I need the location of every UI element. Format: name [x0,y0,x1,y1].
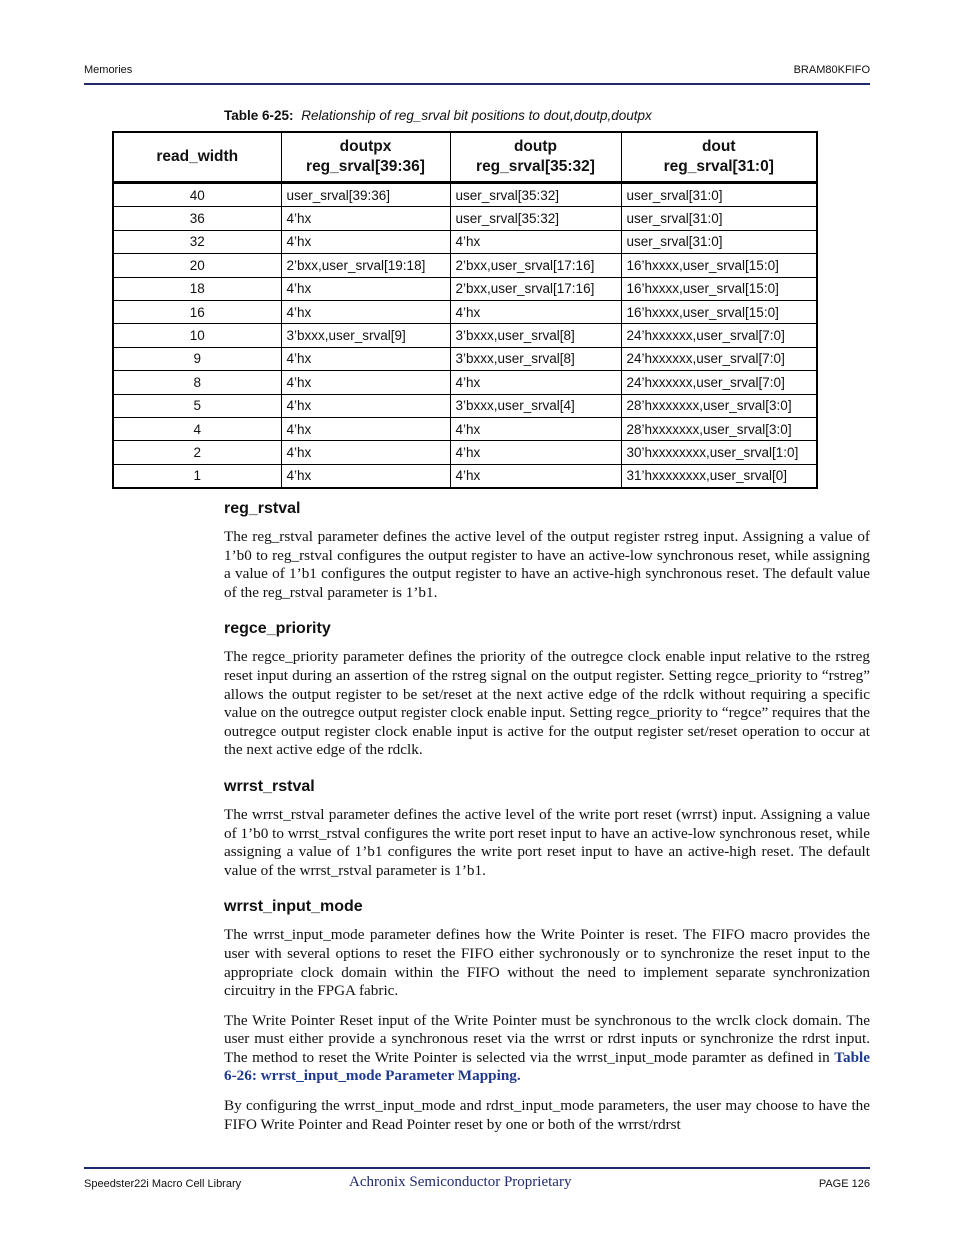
table-cell: 24’hxxxxxx,user_srval[7:0] [621,347,817,370]
table-cell: 16 [113,300,281,323]
table-cell: 4’hx [281,371,450,394]
table-cell: 4’hx [281,394,450,417]
table-cell: 32 [113,230,281,253]
table-body [113,183,817,489]
table-cell: 4’hx [281,441,450,464]
table-cell: 3’bxxx,user_srval[4] [450,394,621,417]
section-heading-wrrst-input-mode: wrrst_input_mode [224,898,363,916]
table-cell: 4’hx [450,371,621,394]
table-cell: 4’hx [450,230,621,253]
table-header-row [113,132,817,183]
table-cell: user_srval[39:36] [281,183,450,207]
table-row [113,300,817,323]
table-cell: 4’hx [281,207,450,230]
table-cell: 3’bxxx,user_srval[8] [450,347,621,370]
table-cell: 40 [113,183,281,207]
table-cell: 24’hxxxxxx,user_srval[7:0] [621,371,817,394]
footer-rule [84,1167,870,1169]
table-cell: user_srval[35:32] [450,207,621,230]
table-cell: 2’bxx,user_srval[17:16] [450,254,621,277]
table-cell: 4 [113,417,281,440]
footer-page-number: PAGE 126 [818,1178,870,1190]
table-cell: 20 [113,254,281,277]
paragraph: The wrrst_rstval parameter defines the active level of the write port reset (wrrst) input. Assigning a value of 1’b0 to wrrst_rstval configures the write port reset input to have an active-low synchronous reset, while assigning a value of 1’b1 configures the write port reset input to have an active-high reset. The default value of the wrrst_rstval parameter is 1’b1. [224,805,870,879]
table-cell: 10 [113,324,281,347]
table-cell: 16’hxxxx,user_srval[15:0] [621,254,817,277]
table-cell: user_srval[31:0] [621,183,817,207]
table-6-26-link[interactable]: Table 6-26: wrrst_input_mode Parameter Mapping. [224,1048,870,1085]
table-row [113,371,817,394]
table-cell: 1 [113,464,281,488]
table-cell: user_srval[35:32] [450,183,621,207]
page-footer [84,1173,870,1195]
section-heading-regce-priority: regce_priority [224,620,331,638]
table-cell: 5 [113,394,281,417]
table-cell: 3’bxxx,user_srval[9] [281,324,450,347]
table-row [113,324,817,347]
paragraph: The regce_priority parameter defines the priority of the outregce clock enable input relative to the rstreg reset input during an assertion of the rstreg signal on the output register. Setting regce_priority to “rstreg” allows the output register to be set/reset at the next active edge of the rdclk without requiring a specific value on the outregce output register clock enable input. Setting regce_priority to “regce” requires that the outregce output register clock enable input is active for the output register set/reset operation to occur at the next active edge of the rdclk. [224,648,870,759]
header-doc-name: BRAM80KFIFO [793,64,870,76]
table-row [113,183,817,207]
header-section-title: Memories [84,64,133,76]
section-heading-wrrst-rstval: wrrst_rstval [224,777,315,795]
table-cell: user_srval[31:0] [621,207,817,230]
table-cell: 4’hx [281,347,450,370]
column-header: read_width [113,132,281,183]
table-cell: 4’hx [450,417,621,440]
table-cell: 2’bxx,user_srval[19:18] [281,254,450,277]
table-cell: 4’hx [281,230,450,253]
table-cell: 24’hxxxxxx,user_srval[7:0] [621,324,817,347]
table-cell: 31’hxxxxxxxx,user_srval[0] [621,464,817,488]
table-cell: 4’hx [450,300,621,323]
table-row [113,441,817,464]
column-header: doutp reg_srval[35:32] [450,132,621,183]
paragraph: The Write Pointer Reset input of the Write Pointer must be synchronous to the wrclk clock domain. The user must either provide a synchronous reset via the wrrst or rdrst inputs or synchronize the rdrst input. The method to reset the Write Pointer is selected via the wrrst_input_mode paramter as defined in Table 6-26: wrrst_input_mode Parameter Mapping. [224,1011,870,1085]
table-cell: 4’hx [450,441,621,464]
table-caption-text: Relationship of reg_srval bit positions to dout,doutp,doutpx [301,108,652,123]
table-cell: 30’hxxxxxxxx,user_srval[1:0] [621,441,817,464]
table-cell: 4’hx [281,417,450,440]
table-cell: 4’hx [450,464,621,488]
table-cell: 4’hx [281,464,450,488]
table-cell: 4’hx [281,277,450,300]
table-cell: 16’hxxxx,user_srval[15:0] [621,300,817,323]
header-rule [84,83,870,85]
table-row [113,464,817,488]
table-cell: 3’bxxx,user_srval[8] [450,324,621,347]
table-cell: 8 [113,371,281,394]
table-cell: 16’hxxxx,user_srval[15:0] [621,277,817,300]
footer-proprietary-notice: Achronix Semiconductor Proprietary [349,1174,572,1190]
table-row [113,417,817,440]
table-row [113,207,817,230]
table-row [113,277,817,300]
paragraph: By configuring the wrrst_input_mode and rdrst_input_mode parameters, the user may choose to have the FIFO Write Pointer and Read Pointer reset by one or both of the wrrst/rdrst [224,1097,870,1133]
column-header: dout reg_srval[31:0] [621,132,817,183]
table-cell: 9 [113,347,281,370]
table-cell: 2 [113,441,281,464]
reg-srval-table [112,131,818,489]
main-content [224,500,870,1145]
table-cell: user_srval[31:0] [621,230,817,253]
table-row [113,394,817,417]
table-cell: 28’hxxxxxxx,user_srval[3:0] [621,417,817,440]
paragraph: The wrrst_input_mode parameter defines how the Write Pointer is reset. The FIFO macro provides the user with several options to reset the FIFO either sychronously or to synchronize the reset input to the appropriate clock domain within the FIFO without the need to implement separate synchronization circuitry in the FPGA fabric. [224,926,870,1000]
section-heading-reg-rstval: reg_rstval [224,500,301,517]
column-header: doutpx reg_srval[39:36] [281,132,450,183]
page-header [84,64,870,84]
footer-library-name: Speedster22i Macro Cell Library [84,1178,242,1190]
table-row [113,230,817,253]
paragraph: The reg_rstval parameter defines the active level of the output register rstreg input. Assigning a value of 1’b0 to reg_rstval configures the output register to have an active-low synchronous reset, while assigning a value of 1’b1 configures the output register to have an active-high synchronous reset. The default value of the reg_rstval parameter is 1’b1. [224,528,870,601]
table-cell: 4’hx [281,300,450,323]
table-cell: 36 [113,207,281,230]
table-cell: 2’bxx,user_srval[17:16] [450,277,621,300]
table-caption [224,108,652,123]
table-caption-label: Table 6-25: [224,108,294,123]
table-row [113,347,817,370]
table-cell: 28’hxxxxxxx,user_srval[3:0] [621,394,817,417]
table-cell: 18 [113,277,281,300]
table-row [113,254,817,277]
